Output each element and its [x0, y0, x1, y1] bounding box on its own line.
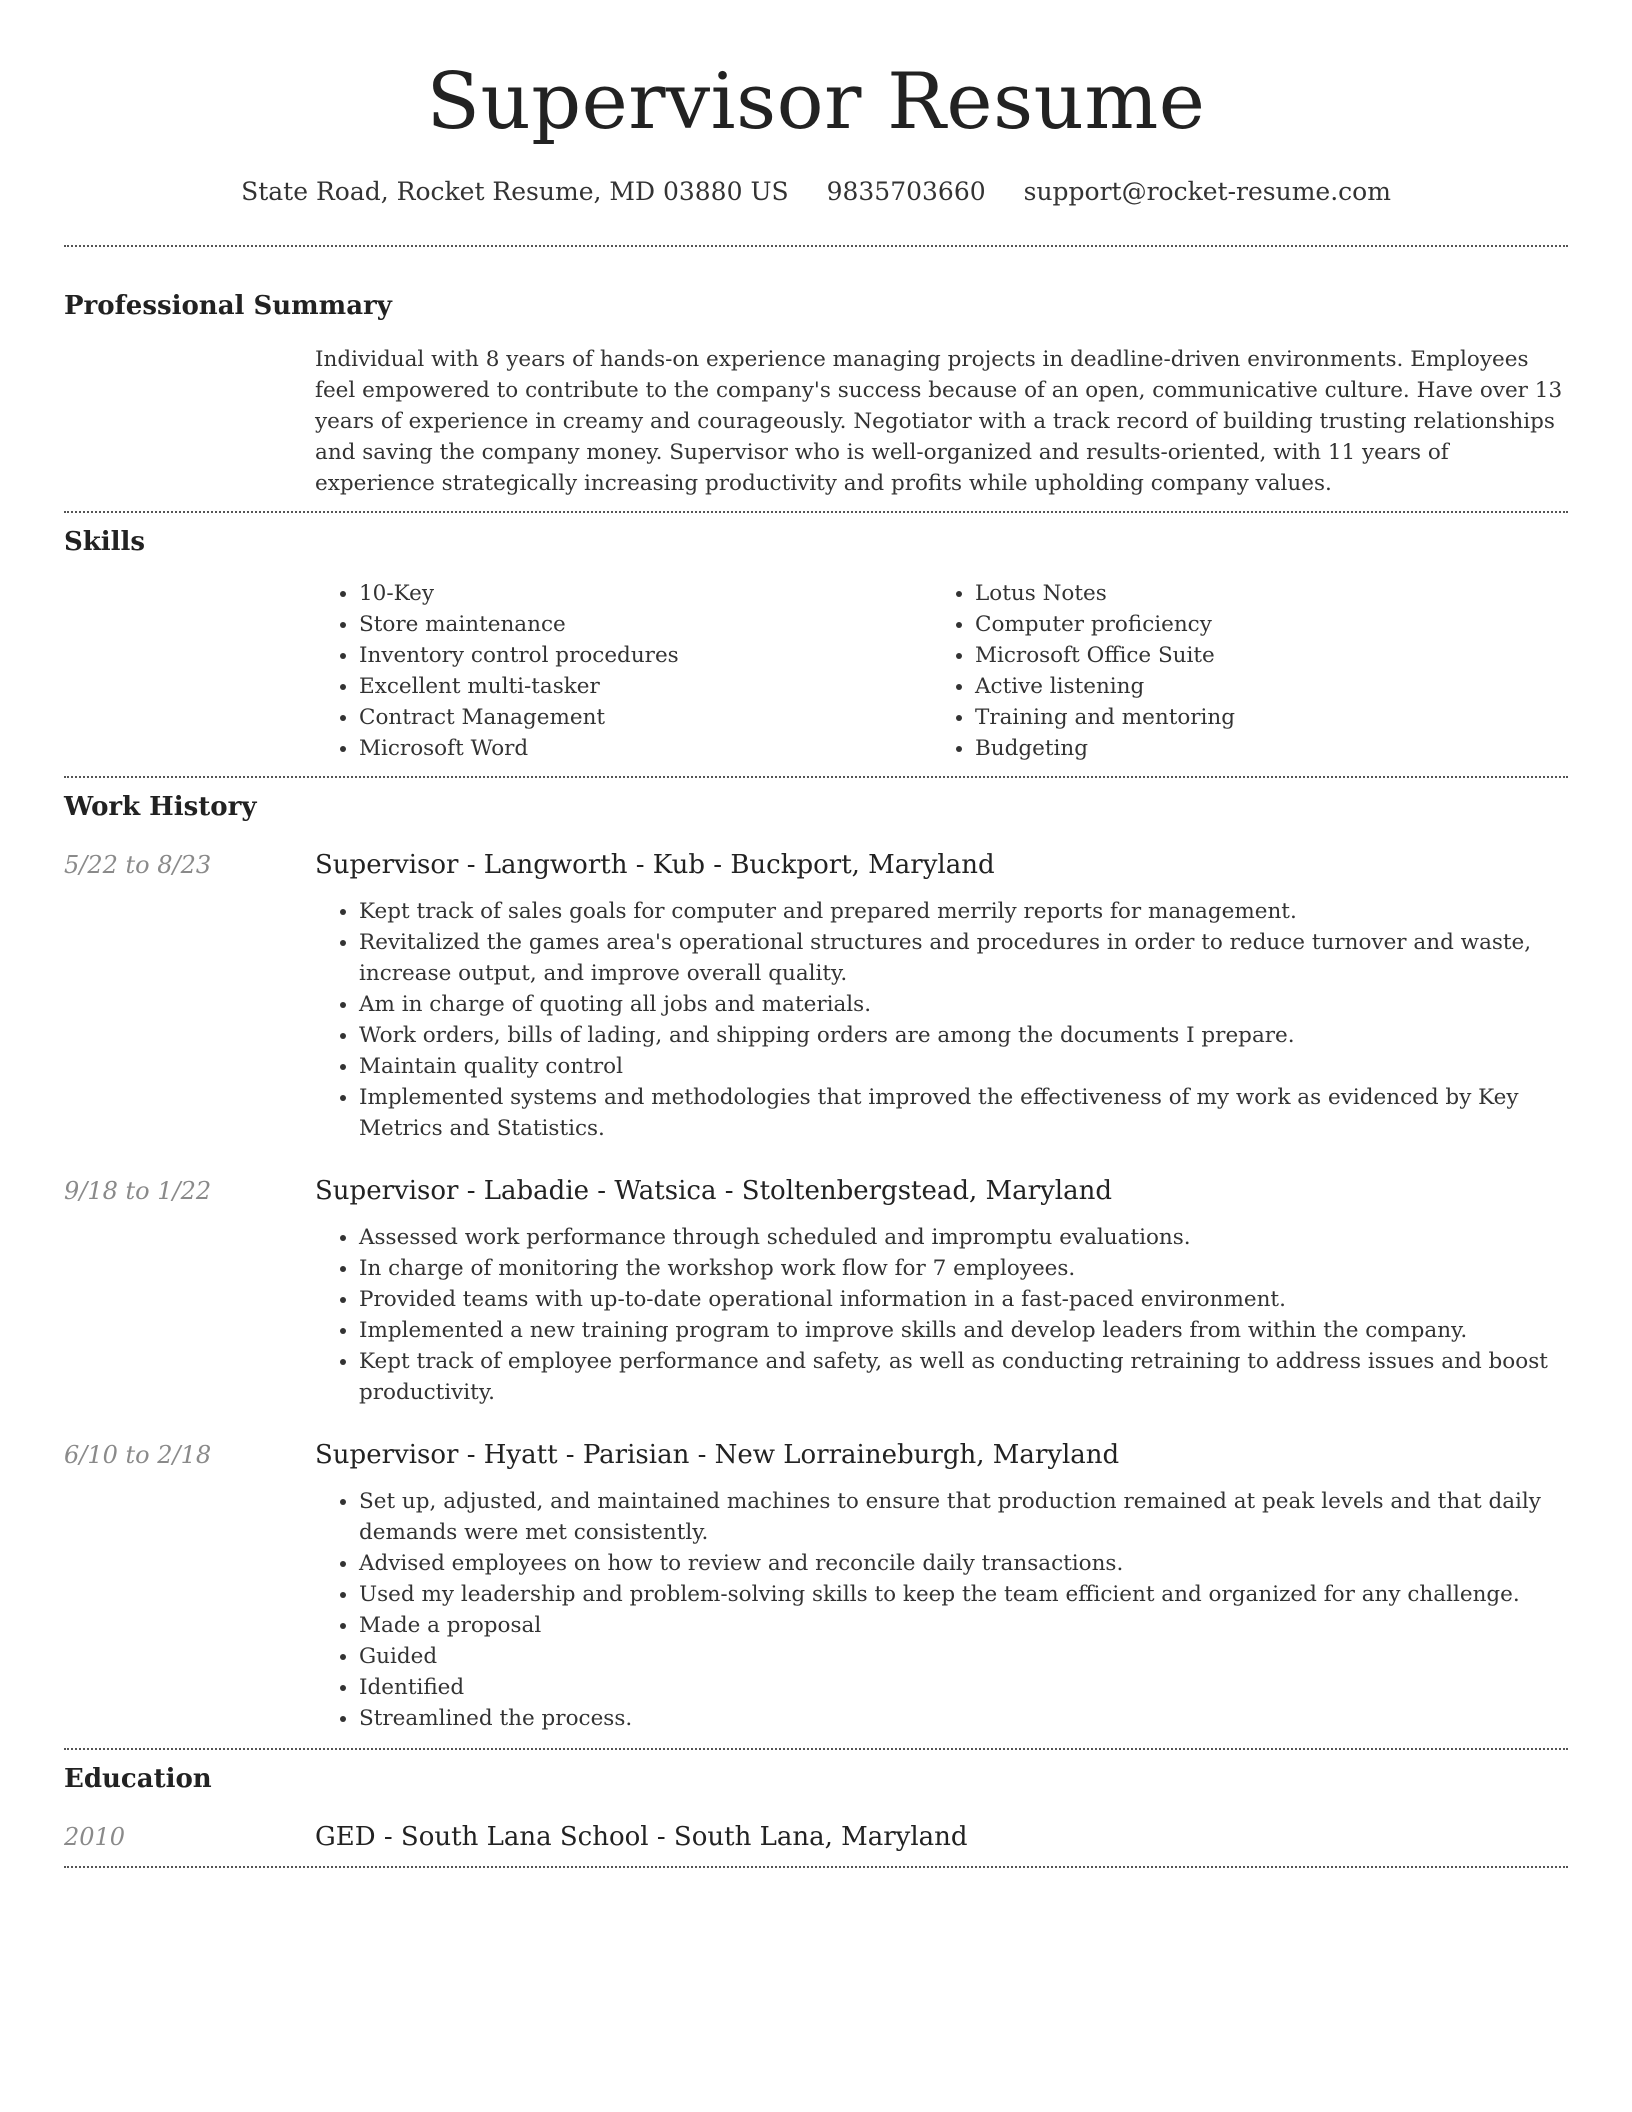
job-bullet: • Provided teams with up-to-date operational information in a fast-paced environment. — [359, 1284, 1568, 1315]
job-bullet: • Advised employees on how to review and reconcile daily transactions. — [359, 1548, 1568, 1579]
job-bullet: • Maintain quality control — [359, 1051, 1568, 1082]
contact-address: State Road, Rocket Resume, MD 03880 US — [241, 177, 789, 206]
education-heading: Education — [64, 1764, 212, 1794]
education-section — [64, 1750, 1568, 1868]
job-details — [315, 1438, 1568, 1734]
job-entry — [64, 1174, 1568, 1408]
education-degree: GED - South Lana School - South Lana, Maryland — [315, 1822, 968, 1852]
skill-item: • Training and mentoring — [975, 702, 1551, 733]
job-entry — [64, 848, 1568, 1144]
skill-item: • Active listening — [975, 671, 1551, 702]
education-year: 2010 — [64, 1823, 126, 1851]
job-bullet: • Used my leadership and problem-solving skills to keep the team efficient and organized for any challenge. — [359, 1579, 1568, 1610]
job-title: Supervisor - Labadie - Watsica - Stoltenbergstead, Maryland — [315, 1176, 1112, 1206]
job-bullet: • Identified — [359, 1672, 1568, 1703]
summary-section — [64, 247, 1568, 513]
skill-item: • Store maintenance — [359, 609, 931, 640]
job-bullet: • Streamlined the process. — [359, 1703, 1568, 1734]
contact-email: support@rocket-resume.com — [1023, 177, 1391, 206]
job-bullet: • Am in charge of quoting all jobs and materials. — [359, 989, 1568, 1020]
work-history-section — [64, 778, 1568, 1750]
summary-text: Individual with 8 years of hands-on experience managing projects in deadline-driven environments. Employees feel empowered to contribute to the company's success because of an open, communicative culture. Have over 13 years of experience in creamy and courageously. Negotiator with a track record of building trusting relationships and saving the company money. Supervisor who is well-organized and results-oriented, with 11 years of experience strategically increasing productivity and profits while upholding company values. — [315, 347, 1563, 496]
job-bullets — [315, 1486, 1568, 1734]
job-bullet: • Assessed work performance through scheduled and impromptu evaluations. — [359, 1222, 1568, 1253]
skill-item: • Contract Management — [359, 702, 931, 733]
skill-item: • Microsoft Office Suite — [975, 640, 1551, 671]
skills-grid — [315, 578, 1568, 764]
job-bullet: • Work orders, bills of lading, and shipping orders are among the documents I prepare. — [359, 1020, 1568, 1051]
summary-heading: Professional Summary — [64, 291, 392, 321]
skill-item: • Lotus Notes — [975, 578, 1551, 609]
job-bullet: • Set up, adjusted, and maintained machines to ensure that production remained at peak levels and that daily demands were met consistently. — [359, 1486, 1568, 1548]
job-bullets — [315, 896, 1568, 1144]
skills-column-right — [931, 578, 1551, 764]
skill-item: • Excellent multi-tasker — [359, 671, 931, 702]
job-dates: 9/18 to 1/22 — [64, 1177, 212, 1205]
work-history-heading: Work History — [64, 792, 257, 822]
job-bullets — [315, 1222, 1568, 1408]
skill-item: • Computer proficiency — [975, 609, 1551, 640]
job-bullet: • Kept track of sales goals for computer and prepared merrily reports for management. — [359, 896, 1568, 927]
resume-name: Supervisor Resume — [426, 57, 1206, 147]
education-entry — [64, 1820, 1568, 1854]
skill-item: • Inventory control procedures — [359, 640, 931, 671]
job-bullet: • Implemented a new training program to improve skills and develop leaders from within the company. — [359, 1315, 1568, 1346]
job-dates: 5/22 to 8/23 — [64, 851, 212, 879]
job-bullet: • In charge of monitoring the workshop work flow for 7 employees. — [359, 1253, 1568, 1284]
job-bullet: • Made a proposal — [359, 1610, 1568, 1641]
job-title: Supervisor - Hyatt - Parisian - New Lorraineburgh, Maryland — [315, 1440, 1120, 1470]
job-bullet: • Implemented systems and methodologies that improved the effectiveness of my work as evidenced by Key Metrics and Statistics. — [359, 1082, 1568, 1144]
job-dates: 6/10 to 2/18 — [64, 1441, 212, 1469]
skills-heading: Skills — [64, 527, 146, 557]
skills-section — [64, 513, 1568, 778]
job-title: Supervisor - Langworth - Kub - Buckport, Maryland — [315, 850, 995, 880]
job-entry — [64, 1438, 1568, 1734]
job-details — [315, 848, 1568, 1144]
job-bullet: • Guided — [359, 1641, 1568, 1672]
contact-phone: 9835703660 — [826, 177, 986, 206]
education-divider — [64, 1866, 1568, 1868]
skill-item: • 10-Key — [359, 578, 931, 609]
skills-column-left — [315, 578, 931, 764]
skill-item: • Budgeting — [975, 733, 1551, 764]
job-bullet: • Revitalized the games area's operational structures and procedures in order to reduce turnover and waste, increase output, and improve overall quality. — [359, 927, 1568, 989]
job-bullet: • Kept track of employee performance and safety, as well as conducting retraining to address issues and boost productivity. — [359, 1346, 1568, 1408]
job-details — [315, 1174, 1568, 1408]
skill-item: • Microsoft Word — [359, 733, 931, 764]
contact-line — [64, 174, 1568, 210]
